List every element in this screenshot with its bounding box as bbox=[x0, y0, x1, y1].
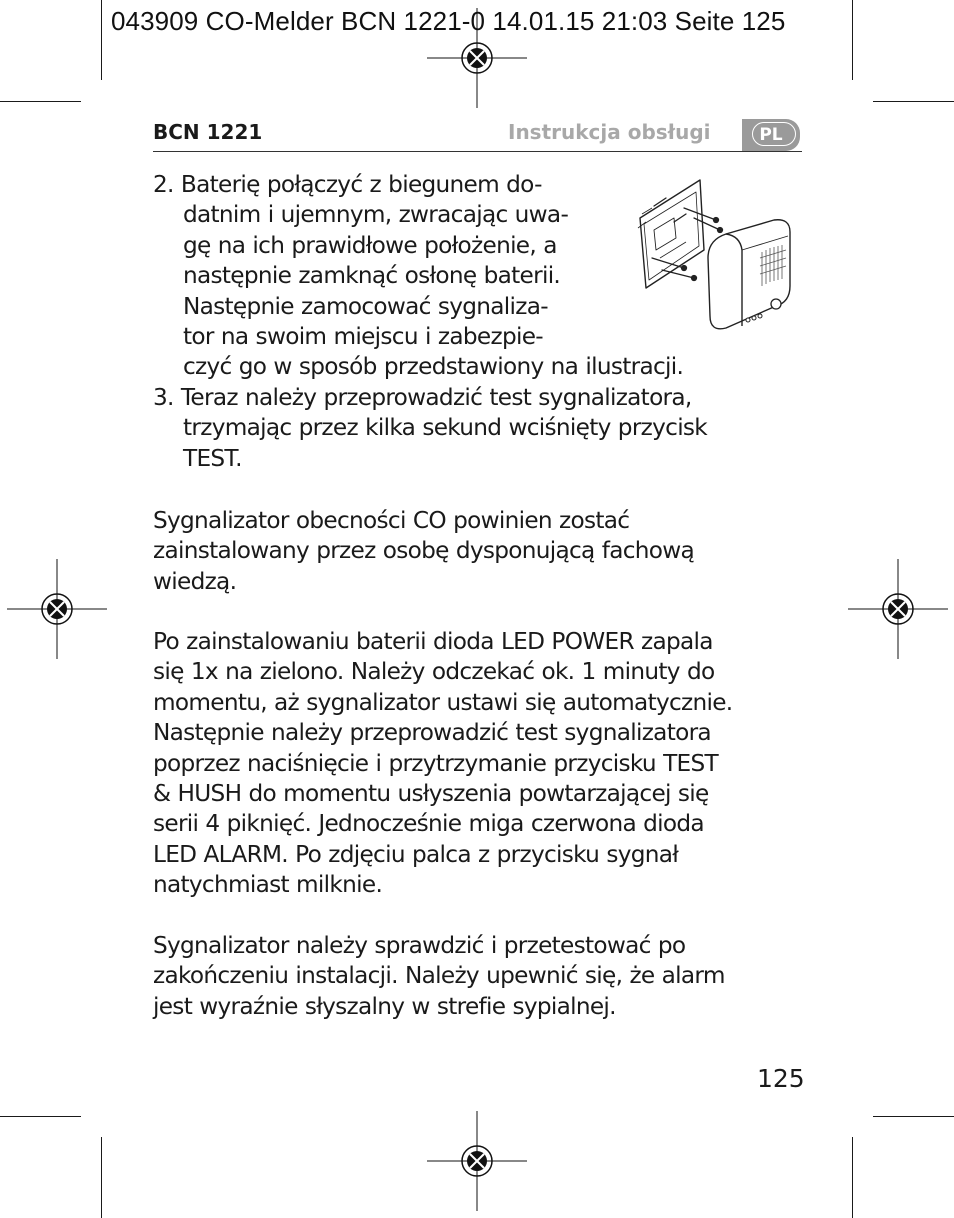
text-line: poprzez naciśnięcie i przytrzymanie przycisku TEST bbox=[153, 749, 718, 777]
text-line: tor na swoim miejscu i zabezpie- bbox=[183, 323, 543, 351]
crop-mark-bottom-right-horizontal bbox=[873, 1116, 954, 1117]
paragraph-final-check bbox=[153, 931, 813, 1022]
text-line: zakończeniu instalacji. Należy upewnić się, że alarm bbox=[153, 962, 725, 990]
crop-mark-top-right-vertical bbox=[852, 0, 853, 80]
paragraph-installation-expertise bbox=[153, 506, 813, 597]
header-section-title: Instrukcja obsługi bbox=[508, 120, 711, 144]
registration-mark-icon bbox=[7, 559, 107, 659]
text-line: momentu, aż sygnalizator ustawi się automatycznie. bbox=[153, 688, 733, 716]
text-line: Sygnalizator należy sprawdzić i przetestować po bbox=[153, 932, 686, 959]
page-number: 125 bbox=[757, 1064, 805, 1093]
text-line: Sygnalizator obecności CO powinien zostać bbox=[153, 507, 630, 534]
text-line: wiedzą. bbox=[153, 567, 237, 595]
text-line: & HUSH do momentu usłyszenia powtarzającej się bbox=[153, 780, 709, 808]
print-slug: 043909 CO-Melder BCN 1221-0 14.01.15 21:03 Seite 125 bbox=[111, 6, 786, 36]
text-line: jest wyraźnie słyszalny w strefie sypialnej. bbox=[153, 992, 616, 1020]
text-line: Po zainstalowaniu baterii dioda LED POWER zapala bbox=[153, 628, 713, 655]
crop-mark-top-left-vertical bbox=[101, 0, 102, 80]
text-line: 3. Teraz należy przeprowadzić test sygnalizatora, bbox=[153, 384, 692, 411]
language-badge-label: PL bbox=[759, 125, 783, 145]
crop-mark-bottom-left-vertical bbox=[101, 1137, 102, 1218]
text-line: datnim i ujemnym, zwracając uwa- bbox=[183, 201, 569, 229]
instruction-step-2 bbox=[153, 170, 813, 383]
crop-mark-top-left-horizontal bbox=[0, 101, 81, 102]
paragraph-led-test bbox=[153, 627, 813, 901]
text-line: Następnie zamocować sygnaliza- bbox=[183, 292, 548, 320]
header-rule bbox=[153, 151, 802, 152]
text-line: LED ALARM. Po zdjęciu palca z przycisku sygnał bbox=[153, 840, 679, 868]
text-line: zainstalowany przez osobę dysponującą fachową bbox=[153, 537, 695, 565]
crop-mark-bottom-right-vertical bbox=[852, 1137, 853, 1218]
text-line: TEST. bbox=[183, 444, 242, 472]
registration-mark-icon bbox=[848, 559, 948, 659]
text-line: następnie zamknąć osłonę baterii. bbox=[183, 262, 561, 290]
text-line: czyć go w sposób przedstawiony na ilustracji. bbox=[183, 353, 684, 381]
text-line: trzymając przez kilka sekund wciśnięty przycisk bbox=[183, 414, 708, 442]
registration-mark-icon bbox=[427, 8, 527, 108]
text-line: Następnie należy przeprowadzić test sygnalizatora bbox=[153, 719, 711, 747]
header-model: BCN 1221 bbox=[153, 120, 263, 144]
text-line: natychmiast milknie. bbox=[153, 871, 383, 899]
text-line: się 1x na zielono. Należy odczekać ok. 1 minuty do bbox=[153, 658, 715, 686]
crop-mark-top-right-horizontal bbox=[873, 101, 954, 102]
instruction-step-3 bbox=[153, 383, 813, 474]
text-line: 2. Baterię połączyć z biegunem do- bbox=[153, 171, 542, 198]
language-badge bbox=[742, 119, 800, 151]
crop-mark-bottom-left-horizontal bbox=[0, 1116, 81, 1117]
text-line: serii 4 piknięć. Jednocześnie miga czerwona dioda bbox=[153, 810, 704, 838]
registration-mark-icon bbox=[427, 1111, 527, 1211]
text-line: gę na ich prawidłowe położenie, a bbox=[183, 231, 557, 259]
